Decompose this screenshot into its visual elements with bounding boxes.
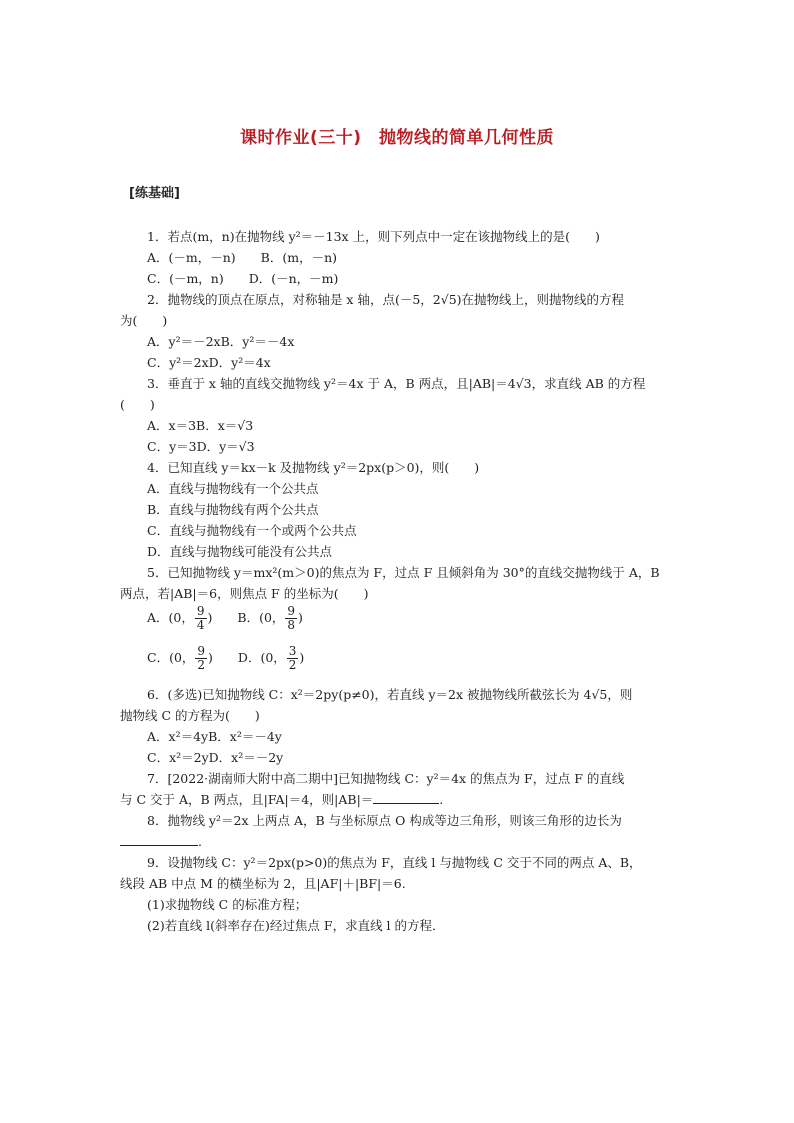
question-8: 8．抛物线 y²＝2x 上两点 A，B 与坐标原点 O 构成等边三角形，则该三角形的边长为 xyxy=(147,813,622,828)
q4-option-a: A．直线与抛物线有一个公共点 xyxy=(147,481,319,496)
q5-option-b-label: ) B．(0， xyxy=(207,610,285,625)
fraction: $\frac{9}{8}$ xyxy=(287,604,296,632)
q4-option-b: B．直线与抛物线有两个公共点 xyxy=(147,502,319,517)
question-6-cont: 抛物线 C 的方程为( ) xyxy=(120,708,260,723)
page-title: 课时作业(三十) 抛物线的简单几何性质 xyxy=(239,128,555,148)
q5-option-c-label: C．(0， xyxy=(147,650,195,665)
question-3-cont: ( ) xyxy=(120,397,155,412)
fraction: $\frac{9}{2}$ xyxy=(197,644,206,672)
q2-options-ab: A．y²＝－2xB．y²＝－4x xyxy=(147,334,295,349)
question-2: 2．抛物线的顶点在原点，对称轴是 x 轴，点(－5，2√5)在抛物线上，则抛物线的方程 xyxy=(147,292,625,307)
q4-option-d: D．直线与抛物线可能没有公共点 xyxy=(147,544,333,559)
question-9-part-2: (2)若直线 l(斜率存在)经过焦点 F，求直线 l 的方程． xyxy=(147,918,445,933)
q1-options-cd: C．(－m，n) D．(－n，－m) xyxy=(147,271,339,286)
question-9-part-1: (1)求抛物线 C 的标准方程； xyxy=(147,897,308,912)
q4-option-c: C．直线与抛物线有一个或两个公共点 xyxy=(147,523,357,538)
q5-option-a-label: A．(0， xyxy=(147,610,194,625)
question-5-cont: 两点，若|AB|＝6，则焦点 F 的坐标为( ) xyxy=(120,586,369,601)
question-1: 1．若点(m，n)在抛物线 y²＝－13x 上，则下列点中一定在该抛物线上的是( ) xyxy=(147,229,600,244)
question-5: 5．已知抛物线 y＝mx²(m＞0)的焦点为 F，过点 F 且倾斜角为 30°的直线交抛物线于 A，B xyxy=(147,565,660,580)
section-heading: [练基础] xyxy=(129,186,180,201)
q3-options-ab: A．x＝3B．x＝√3 xyxy=(147,418,254,433)
fraction: $\frac{9}{4}$ xyxy=(196,604,205,632)
fraction: $\frac{3}{2}$ xyxy=(288,644,297,672)
answer-blank xyxy=(373,791,439,804)
question-9: 9．设抛物线 C：y²＝2px(p>0)的焦点为 F，直线 l 与抛物线 C 交于不同的两点 A、B， xyxy=(147,855,642,870)
q5-options-ab: A．(0， $\frac{9}{4}$ ) B．(0， $\frac{9}{8}$ ) xyxy=(147,604,303,632)
question-7: 7．[2022·湖南师大附中高二期中]已知抛物线 C：y²＝4x 的焦点为 F，过点 F 的直线 xyxy=(147,771,625,786)
q2-options-cd: C．y²＝2xD．y²＝4x xyxy=(147,355,271,370)
question-9-cont: 线段 AB 中点 M 的横坐标为 2，且|AF|＋|BF|＝6. xyxy=(120,876,406,891)
q5-options-cd: C．(0， $\frac{9}{2}$ ) D．(0， $\frac{3}{2}$ ) xyxy=(147,644,305,672)
q3-options-cd: C．y＝3D．y＝√3 xyxy=(147,439,255,454)
q1-options-ab: A．(－m，－n) B．(m，－n) xyxy=(147,250,338,265)
answer-blank xyxy=(120,833,198,846)
question-3: 3．垂直于 x 轴的直线交抛物线 y²＝4x 于 A，B 两点，且|AB|＝4√3，求直线 AB 的方程 xyxy=(147,376,646,391)
question-6: 6．(多选)已知抛物线 C：x²＝2py(p≠0)，若直线 y＝2x 被抛物线所截弦长为 4√5，则 xyxy=(147,687,633,702)
q5-option-d-label: ) D．(0， xyxy=(208,650,286,665)
question-7-cont: 与 C 交于 A，B 两点，且|FA|＝4，则|AB|＝ . xyxy=(120,792,444,807)
q6-options-ab: A．x²＝4yB．x²＝－4y xyxy=(147,729,282,744)
question-8-cont: . xyxy=(120,833,202,851)
q6-options-cd: C．x²＝2yD．x²＝－2y xyxy=(147,750,284,765)
question-4: 4．已知直线 y＝kx－k 及抛物线 y²＝2px(p＞0)，则( ) xyxy=(147,460,480,475)
question-2-cont: 为( ) xyxy=(120,313,168,328)
